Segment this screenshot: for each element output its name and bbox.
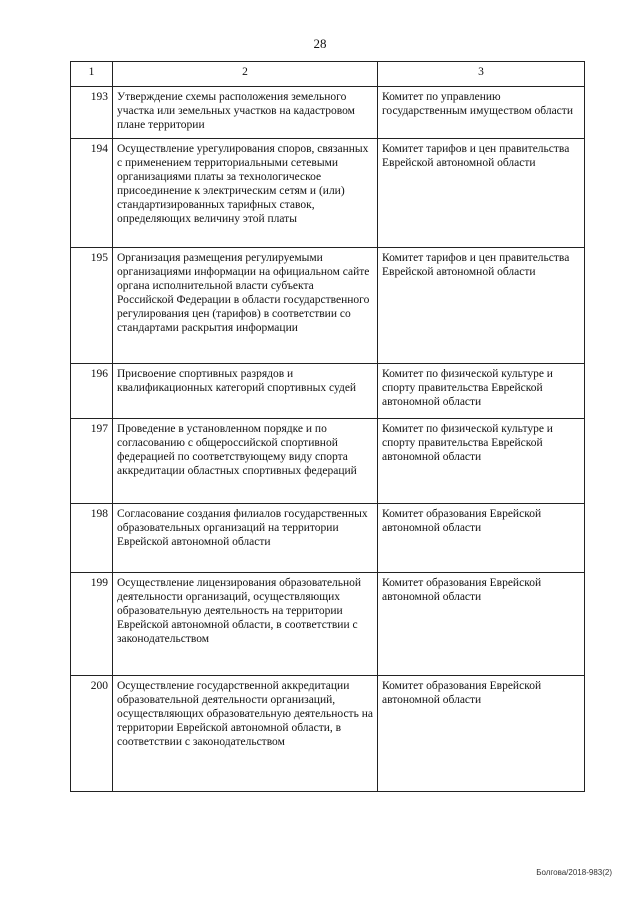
column-header-number: 1 (71, 62, 113, 87)
service-name: Осуществление урегулирования споров, связанных с применением территориальными сетевыми организациями платы за технологическое присоединение к электрическим сетям и (или) стандартизированных тарифных ставок, определяющих величину этой платы (113, 139, 378, 248)
row-number: 199 (71, 573, 113, 676)
table-row (71, 87, 585, 139)
table-row (71, 364, 585, 419)
table-row (71, 139, 585, 248)
service-name: Утверждение схемы расположения земельного участка или земельных участков на кадастровом плане территории (113, 87, 378, 139)
service-name: Организация размещения регулируемыми организациями информации на официальном сайте органа исполнительной власти субъекта Российской Федерации в области государственного регулирования цен (тарифов) в соответствии со стандартами раскрытия информации (113, 248, 378, 364)
table-row (71, 248, 585, 364)
row-number: 198 (71, 504, 113, 573)
responsible-authority: Комитет тарифов и цен правительства Еврейской автономной области (378, 139, 585, 248)
table-row (71, 573, 585, 676)
responsible-authority: Комитет образования Еврейской автономной области (378, 676, 585, 792)
services-table (70, 61, 585, 792)
service-name: Осуществление государственной аккредитации образовательной деятельности организаций, осуществляющих образовательную деятельность на территории Еврейской автономной области, в соответствии с законодательством (113, 676, 378, 792)
page-number: 28 (313, 36, 327, 51)
row-number: 200 (71, 676, 113, 792)
table-row (71, 676, 585, 792)
column-header-authority: 3 (378, 62, 585, 87)
service-name: Присвоение спортивных разрядов и квалификационных категорий спортивных судей (113, 364, 378, 419)
responsible-authority: Комитет по физической культуре и спорту правительства Еврейской автономной области (378, 364, 585, 419)
table-row (71, 504, 585, 573)
row-number: 193 (71, 87, 113, 139)
row-number: 195 (71, 248, 113, 364)
service-name: Согласование создания филиалов государственных образовательных организаций на территории Еврейской автономной области (113, 504, 378, 573)
responsible-authority: Комитет тарифов и цен правительства Еврейской автономной области (378, 248, 585, 364)
row-number: 194 (71, 139, 113, 248)
table-row (71, 419, 585, 504)
responsible-authority: Комитет по управлению государственным имуществом области (378, 87, 585, 139)
service-name: Осуществление лицензирования образовательной деятельности организаций, осуществляющих образовательную деятельность на территории Еврейской автономной области, в соответствии с законодательством (113, 573, 378, 676)
service-name: Проведение в установленном порядке и по согласованию с общероссийской спортивной федерацией по соответствующему виду спорта аккредитации областных спортивных федераций (113, 419, 378, 504)
responsible-authority: Комитет по физической культуре и спорту правительства Еврейской автономной области (378, 419, 585, 504)
row-number: 197 (71, 419, 113, 504)
row-number: 196 (71, 364, 113, 419)
header-row (71, 62, 585, 87)
document-code: Болгова/2018-983(2) (536, 868, 612, 877)
responsible-authority: Комитет образования Еврейской автономной области (378, 504, 585, 573)
responsible-authority: Комитет образования Еврейской автономной области (378, 573, 585, 676)
column-header-service: 2 (113, 62, 378, 87)
